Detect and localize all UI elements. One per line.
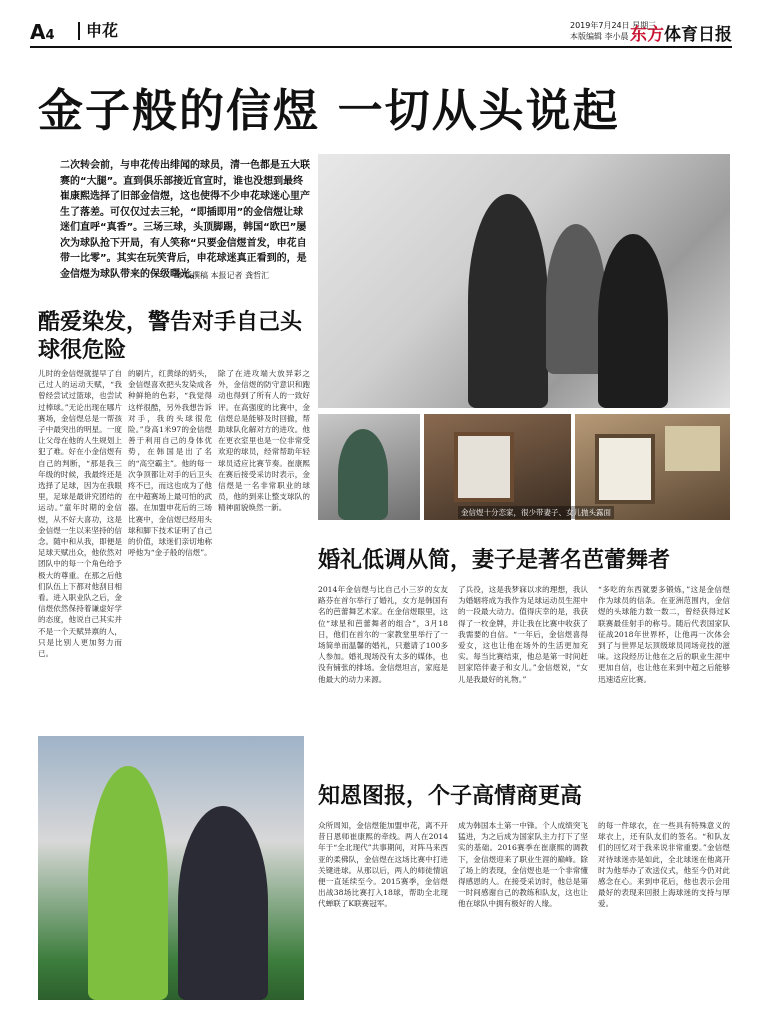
section2-col3: “多吃的东西就要多锻炼，”这是金信煜作为球员的信条。在亚洲范围内，金信煜的头球能力数一数二，曾经获得过K联赛最佳射手的称号。随后代表国家队征战2018年世界杯，让他再一次体会到了与世界足坛顶级球员同场竞技的滋味。这段经历让他在之后的职业生涯中更加自信，也让他在来到中超之后能够迅速适应比赛。 (598, 585, 730, 684)
section2-col2: 了兵役，这是我梦寐以求的理想，我认为婚姻将成为我作为足球运动员生涯中的一段最大动力。值得庆幸的是，我获得了一枚金牌，并让我在比赛中收获了我需要的自信。“一年后，金信煜喜得爱女，这也让他在场外的生活更加充实。每当比赛结束，他总是第一时间赶回家陪伴妻子和女儿。”金信煜说，“女儿是我最好的礼物。” (458, 585, 588, 684)
section1-col3: 除了在进攻端大放异彩之外，金信煜的防守意识和跑动也得到了所有人的一致好评。在高强度的比赛中，金信煜总是能够及时回撤，帮助球队化解对方的进攻。他在更衣室里也是一位非常受欢迎的球员，经常帮助年轻球员适应比赛节奏。崔康熙在赛后接受采访时表示，金信煜是一名非常职业的球员，他的到来让整支球队的精神面貌焕然一新。 (218, 369, 310, 513)
section2-title: 婚礼低调从简，妻子是著名芭蕾舞者 (318, 547, 671, 573)
father-child-photo (318, 414, 420, 520)
section3-col3: 的每一件球衣，在一些具有特殊意义的球衣上，还有队友们的签名。“和队友们的回忆对于我来说非常重要。”金信煜对待球迷亦是如此，全北球迷在他离开时为他举办了欢送仪式，他至今仍对此感念在心。来到申花后，他也表示会用最好的表现来回报上海球迷的支持与厚爱。 (598, 821, 730, 909)
photo-frame-image (424, 414, 571, 520)
wedding-photo-frame (575, 414, 730, 520)
newspaper-logo: 东方体育日报 (630, 25, 732, 45)
family-photo (318, 154, 730, 408)
issue-date: 2019年7月24日 星期三 (570, 21, 657, 30)
section2-col1: 2014年金信煜与比自己小三岁的女友路芬在首尔举行了婚礼，女方是韩国有名的芭蕾舞艺术家。在金信煜眼里，这位“球星和芭蕾舞者的组合”，3月18日，他们在首尔的一家教堂里举行了一场简单而温馨的婚礼，只邀请了100多人参加。婚礼现场没有太多的媒体，也没有铺张的排场。金信煜坦言，家庭是他最大的动力来源。 (318, 585, 448, 684)
section1-title: 酷爱染发，警告对手自己头球很危险 (38, 309, 303, 363)
byline: 本版撰稿 本报记者 龚哲汇 (176, 271, 270, 280)
section3-col1: 众所周知，金信煜能加盟申花，离不开昔日恩师崔康熙的牵线。两人在2014年于“全北现代”共事期间，对阵马来西亚的柔佛队，金信煜在这场比赛中打进关键进球。从那以后，两人的师徒情谊便一直延续至今。2015赛季，金信煜出战38场比赛打入18球，帮助全北现代蝉联了K联赛冠军。 (318, 821, 448, 909)
page-header (30, 18, 732, 48)
section1-col1: 儿时的金信煜就提早了自己过人的运动天赋，“我曾经尝试过篮球，也尝试过棒球。”无论出现在哪片赛场，金信煜总是一帮孩子中最突出的明星。一度让父母在他的人生规划上犯了难。好在小金信煜有自己的判断，“那是我三年级的时候，我最终还是选择了足球，因为在我眼里，足球是最讲究团结的运动。”童年时期的金信煜，从不好大喜功，这是金信煜一生以来坚持的信念。随中和从我，即便是足球天赋出众，他依然对团队中的每一个角色给予极大的尊重。在那之后他们队伍上下都对他刮目相看。进入职业队之后，金信煜依然保持着谦虚好学的态度，他说自己其实并不是一个天赋异禀的人，只是比别人更加努力而已。 (38, 369, 122, 659)
issue-editors: 本版编辑 李小晨 (570, 32, 629, 41)
page-headline: 金子般的信煜 一切从头说起 (38, 84, 620, 137)
page-number: A4 (30, 20, 55, 44)
section3-title: 知恩图报，个子高情商更高 (318, 783, 583, 809)
photo-caption: 金信煜十分恋家，很少带妻子、女儿抛头露面 (458, 506, 614, 519)
section3-col2: 成为韩国本土第一中锋。个人成绩突飞猛进，为之后成为国家队主力打下了坚实的基础。2016赛季在崔康熙的调教下，金信煜迎来了职业生涯的巅峰。除了场上的表现，金信煜也是一个非常懂得感恩的人。在接受采访时，他总是第一时间感谢自己的教练和队友，这也让他在球队中拥有极好的人缘。 (458, 821, 588, 909)
section-label: 申花 (78, 22, 118, 40)
section1-col2: 的刷片，红黄绿的奶头，金信煜喜欢把头发染成各种鲜艳的色彩，“我觉得这样很酷，另外我想告诉对手，我的头球很危险。”身高1米97的金信煜善于利用自己的身体优势，在韩国是出了名的“高空霸主”。他的每一次争顶都让对手的后卫头疼不已，而这也成为了他在中超赛场上最可怕的武器。在加盟申花后的三场比赛中，金信煜已经用头球和脚下技术证明了自己的价值，球迷们亲切地称呼他为“金子般的信煜”。 (128, 369, 212, 558)
coach-player-photo (38, 736, 304, 1000)
lede-paragraph: 二次转会前，与申花传出绯闻的球员，清一色都是五大联赛的“大腿”。直到俱乐部接近官宣时，谁也没想到最终崔康熙选择了旧部金信煜，这也使得不少申花球迷心里产生了落差。可仅仅过去三轮，“即插即用”的金信煜让球迷们直呼“真香”。三场三球，头顶脚踢，韩国“欧巴”屡次为球队抢下开局，有人笑称“只要金信煜首发，申花自带一比零”。其实在玩笑背后，申花球迷真正看到的，是金信煜为球队带来的保级曙光。 (60, 160, 310, 280)
